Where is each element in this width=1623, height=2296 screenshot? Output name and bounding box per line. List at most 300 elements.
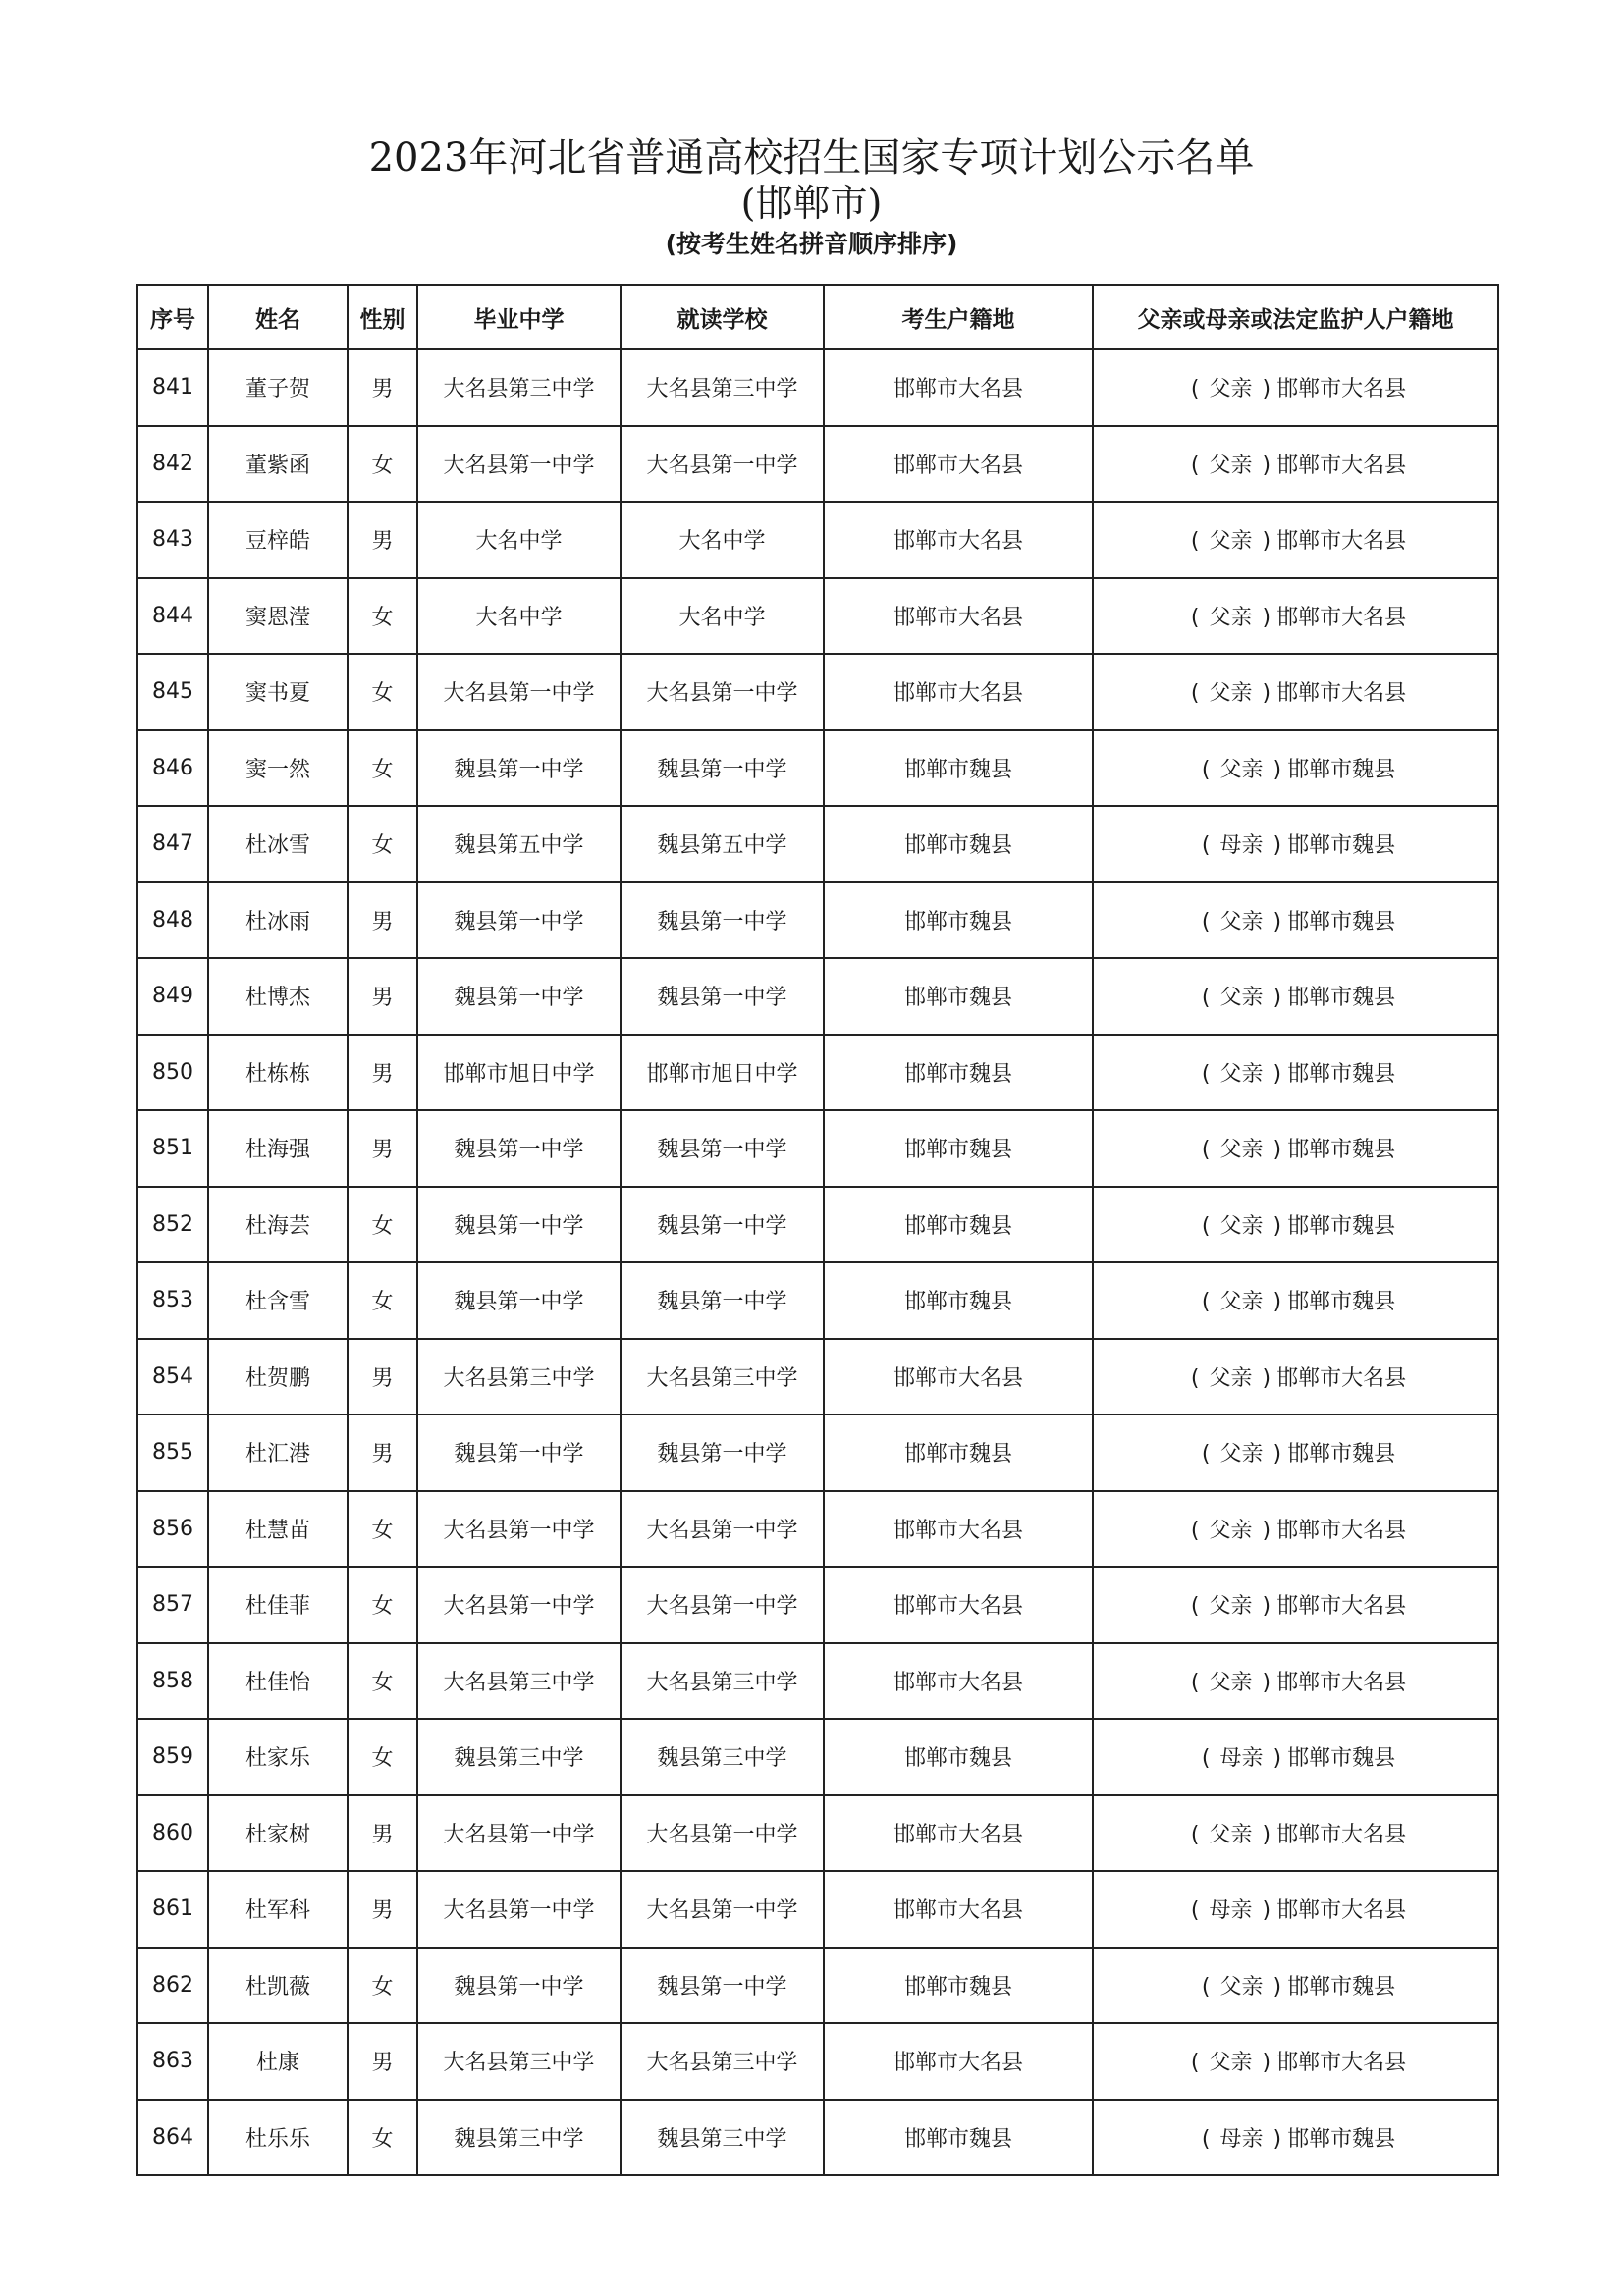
cell-gender: 女 [348,1491,417,1568]
guardian-hukou: 邯郸市大名县 [1276,1822,1407,1847]
table-row [137,730,1498,807]
cell-grad-school: 魏县第三中学 [417,2100,621,2176]
cell-guardian [1093,1643,1498,1720]
cell-name: 杜康 [208,2023,348,2100]
cell-guardian [1093,349,1498,426]
cell-study-school: 魏县第一中学 [621,882,824,959]
cell-study-school: 大名县第一中学 [621,426,824,503]
cell-name: 豆梓皓 [208,502,348,578]
guardian-relation: 父亲 [1209,681,1253,707]
cell-gender: 女 [348,426,417,503]
guardian-relation: 父亲 [1209,377,1253,402]
relation-paren-open: ( [1190,2051,1200,2076]
header-grad-school: 毕业中学 [417,285,621,349]
relation-paren-close: ) [1272,1746,1282,1772]
cell-guardian [1093,578,1498,655]
cell-study-school: 魏县第一中学 [621,958,824,1035]
relation-paren-close: ) [1262,377,1271,402]
cell-study-school: 大名中学 [621,502,824,578]
cell-name: 杜佳菲 [208,1567,348,1643]
cell-grad-school: 魏县第三中学 [417,1719,621,1795]
table-row [137,1567,1498,1643]
guardian-relation: 父亲 [1219,1442,1264,1468]
relation-paren-open: ( [1201,1061,1211,1087]
relation-paren-close: ) [1262,529,1271,555]
cell-gender: 男 [348,1795,417,1872]
cell-hukou: 邯郸市魏县 [824,2100,1093,2176]
guardian-hukou: 邯郸市魏县 [1287,833,1396,859]
cell-study-school: 魏县第三中学 [621,1719,824,1795]
table-row [137,1262,1498,1339]
cell-seq: 850 [137,1035,208,1111]
cell-hukou: 邯郸市大名县 [824,578,1093,655]
relation-paren-open: ( [1190,1898,1200,1924]
relation-paren-close: ) [1262,1594,1271,1620]
relation-paren-open: ( [1201,986,1211,1011]
table-row [137,349,1498,426]
relation-paren-open: ( [1201,909,1211,934]
cell-grad-school: 邯郸市旭日中学 [417,1035,621,1111]
cell-gender: 男 [348,1871,417,1948]
cell-gender: 男 [348,349,417,426]
cell-name: 杜慧苗 [208,1491,348,1568]
guardian-relation: 母亲 [1219,833,1264,859]
guardian-relation: 母亲 [1209,1898,1253,1924]
cell-gender: 女 [348,1948,417,2024]
cell-gender: 女 [348,578,417,655]
cell-grad-school: 大名县第一中学 [417,654,621,730]
cell-name: 杜军科 [208,1871,348,1948]
page-title: 2023年河北省普通高校招生国家专项计划公示名单 [368,135,1255,181]
relation-paren-close: ) [1262,1518,1271,1543]
relation-paren-open: ( [1190,605,1200,630]
table-row [137,958,1498,1035]
cell-seq: 859 [137,1719,208,1795]
header-gender: 性别 [348,285,417,349]
table-header-row [137,285,1498,349]
guardian-hukou: 邯郸市大名县 [1276,2051,1407,2076]
guardian-hukou: 邯郸市魏县 [1287,909,1396,934]
cell-grad-school: 大名中学 [417,578,621,655]
relation-paren-open: ( [1201,1746,1211,1772]
guardian-relation: 父亲 [1209,1518,1253,1543]
guardian-relation: 父亲 [1219,1213,1264,1239]
relation-paren-open: ( [1190,1822,1200,1847]
cell-study-school: 大名县第一中学 [621,1795,824,1872]
cell-grad-school: 魏县第一中学 [417,1110,621,1187]
cell-guardian [1093,1795,1498,1872]
table-row [137,882,1498,959]
cell-hukou: 邯郸市大名县 [824,1795,1093,1872]
guardian-relation: 父亲 [1219,1290,1264,1315]
guardian-relation: 父亲 [1219,1974,1264,2000]
guardian-relation: 父亲 [1209,529,1253,555]
guardian-hukou: 邯郸市魏县 [1287,1442,1396,1468]
cell-hukou: 邯郸市魏县 [824,958,1093,1035]
table-row [137,1035,1498,1111]
cell-gender: 男 [348,2023,417,2100]
table-row [137,426,1498,503]
cell-hukou: 邯郸市大名县 [824,1871,1093,1948]
cell-name: 杜汇港 [208,1415,348,1491]
cell-seq: 861 [137,1871,208,1948]
sort-note: (按考生姓名拼音顺序排序) [665,230,958,258]
guardian-hukou: 邯郸市魏县 [1287,1746,1396,1772]
header-seq: 序号 [137,285,208,349]
header-study-school: 就读学校 [621,285,824,349]
cell-seq: 849 [137,958,208,1035]
relation-paren-close: ) [1272,1290,1282,1315]
cell-gender: 男 [348,1339,417,1415]
cell-hukou: 邯郸市大名县 [824,1567,1093,1643]
relation-paren-open: ( [1201,833,1211,859]
cell-gender: 女 [348,1643,417,1720]
header-hukou: 考生户籍地 [824,285,1093,349]
table-row [137,1643,1498,1720]
cell-guardian [1093,1871,1498,1948]
cell-study-school: 魏县第五中学 [621,806,824,882]
cell-hukou: 邯郸市魏县 [824,730,1093,807]
guardian-hukou: 邯郸市魏县 [1287,2126,1396,2152]
cell-name: 杜博杰 [208,958,348,1035]
relation-paren-open: ( [1201,757,1211,782]
cell-gender: 女 [348,1567,417,1643]
cell-guardian [1093,806,1498,882]
cell-grad-school: 大名县第一中学 [417,426,621,503]
cell-guardian [1093,1719,1498,1795]
cell-grad-school: 大名中学 [417,502,621,578]
cell-hukou: 邯郸市魏县 [824,1262,1093,1339]
cell-name: 窦恩滢 [208,578,348,655]
cell-guardian [1093,958,1498,1035]
table-row [137,806,1498,882]
cell-hukou: 邯郸市大名县 [824,502,1093,578]
relation-paren-open: ( [1190,1670,1200,1695]
relation-paren-open: ( [1201,1442,1211,1468]
cell-study-school: 大名县第一中学 [621,1871,824,1948]
cell-name: 窦书夏 [208,654,348,730]
roster-body [137,349,1498,2175]
cell-study-school: 魏县第一中学 [621,1415,824,1491]
guardian-hukou: 邯郸市大名县 [1276,1898,1407,1924]
cell-grad-school: 魏县第一中学 [417,958,621,1035]
guardian-relation: 父亲 [1209,1594,1253,1620]
cell-study-school: 大名县第三中学 [621,1643,824,1720]
guardian-hukou: 邯郸市大名县 [1276,453,1407,478]
guardian-relation: 父亲 [1219,1138,1264,1163]
table-row [137,1339,1498,1415]
cell-study-school: 大名县第三中学 [621,2023,824,2100]
relation-paren-open: ( [1201,1138,1211,1163]
guardian-relation: 父亲 [1209,605,1253,630]
cell-gender: 女 [348,1719,417,1795]
table-row [137,654,1498,730]
cell-gender: 男 [348,502,417,578]
cell-study-school: 大名县第一中学 [621,1491,824,1568]
cell-gender: 男 [348,1035,417,1111]
relation-paren-close: ) [1262,2051,1271,2076]
guardian-hukou: 邯郸市魏县 [1287,757,1396,782]
cell-seq: 854 [137,1339,208,1415]
page-subtitle: (邯郸市) [740,182,883,225]
guardian-relation: 父亲 [1219,1061,1264,1087]
cell-study-school: 魏县第一中学 [621,730,824,807]
cell-hukou: 邯郸市魏县 [824,1948,1093,2024]
cell-gender: 男 [348,1110,417,1187]
cell-seq: 844 [137,578,208,655]
cell-hukou: 邯郸市魏县 [824,1187,1093,1263]
relation-paren-open: ( [1190,1365,1200,1391]
guardian-hukou: 邯郸市大名县 [1276,377,1407,402]
cell-guardian [1093,1491,1498,1568]
cell-gender: 女 [348,2100,417,2176]
cell-seq: 855 [137,1415,208,1491]
cell-name: 杜凯薇 [208,1948,348,2024]
cell-guardian [1093,1187,1498,1263]
cell-study-school: 魏县第一中学 [621,1948,824,2024]
guardian-relation: 父亲 [1209,453,1253,478]
guardian-relation: 父亲 [1219,909,1264,934]
cell-study-school: 魏县第三中学 [621,2100,824,2176]
cell-grad-school: 大名县第一中学 [417,1567,621,1643]
cell-seq: 860 [137,1795,208,1872]
cell-study-school: 大名县第三中学 [621,1339,824,1415]
relation-paren-open: ( [1190,377,1200,402]
guardian-hukou: 邯郸市魏县 [1287,1213,1396,1239]
cell-grad-school: 大名县第三中学 [417,349,621,426]
table-row [137,578,1498,655]
cell-gender: 女 [348,1187,417,1263]
cell-name: 窦一然 [208,730,348,807]
cell-study-school: 大名县第一中学 [621,654,824,730]
cell-grad-school: 魏县第一中学 [417,1262,621,1339]
cell-name: 杜贺鹏 [208,1339,348,1415]
cell-name: 杜家乐 [208,1719,348,1795]
table-row [137,1719,1498,1795]
relation-paren-open: ( [1190,681,1200,707]
cell-seq: 862 [137,1948,208,2024]
guardian-hukou: 邯郸市大名县 [1276,529,1407,555]
relation-paren-open: ( [1201,1290,1211,1315]
relation-paren-close: ) [1272,1974,1282,2000]
relation-paren-close: ) [1262,1670,1271,1695]
relation-paren-close: ) [1262,605,1271,630]
cell-name: 杜含雪 [208,1262,348,1339]
relation-paren-close: ) [1262,1898,1271,1924]
relation-paren-close: ) [1262,1365,1271,1391]
cell-gender: 女 [348,730,417,807]
cell-gender: 女 [348,1262,417,1339]
relation-paren-open: ( [1190,529,1200,555]
cell-name: 杜栋栋 [208,1035,348,1111]
cell-guardian [1093,502,1498,578]
cell-name: 杜冰雨 [208,882,348,959]
cell-hukou: 邯郸市大名县 [824,1339,1093,1415]
cell-study-school: 魏县第一中学 [621,1110,824,1187]
cell-hukou: 邯郸市大名县 [824,1643,1093,1720]
cell-name: 杜海强 [208,1110,348,1187]
header-name: 姓名 [208,285,348,349]
guardian-hukou: 邯郸市魏县 [1287,986,1396,1011]
guardian-relation: 父亲 [1219,757,1264,782]
relation-paren-close: ) [1272,1213,1282,1239]
cell-gender: 女 [348,806,417,882]
cell-seq: 846 [137,730,208,807]
cell-guardian [1093,2023,1498,2100]
relation-paren-close: ) [1272,757,1282,782]
guardian-relation: 母亲 [1219,1746,1264,1772]
cell-study-school: 邯郸市旭日中学 [621,1035,824,1111]
relation-paren-close: ) [1262,681,1271,707]
table-row [137,1491,1498,1568]
guardian-hukou: 邯郸市大名县 [1276,1670,1407,1695]
guardian-hukou: 邯郸市大名县 [1276,1365,1407,1391]
cell-hukou: 邯郸市魏县 [824,1719,1093,1795]
cell-hukou: 邯郸市大名县 [824,426,1093,503]
cell-seq: 842 [137,426,208,503]
relation-paren-close: ) [1272,909,1282,934]
cell-gender: 男 [348,958,417,1035]
relation-paren-open: ( [1201,1213,1211,1239]
cell-seq: 863 [137,2023,208,2100]
cell-name: 杜海芸 [208,1187,348,1263]
cell-grad-school: 魏县第一中学 [417,1187,621,1263]
cell-guardian [1093,882,1498,959]
cell-hukou: 邯郸市魏县 [824,1110,1093,1187]
cell-seq: 864 [137,2100,208,2176]
table-row [137,2023,1498,2100]
cell-hukou: 邯郸市大名县 [824,2023,1093,2100]
guardian-relation: 父亲 [1209,1365,1253,1391]
cell-grad-school: 大名县第一中学 [417,1871,621,1948]
cell-seq: 853 [137,1262,208,1339]
cell-seq: 845 [137,654,208,730]
cell-guardian [1093,1110,1498,1187]
table-row [137,502,1498,578]
cell-gender: 女 [348,654,417,730]
cell-seq: 852 [137,1187,208,1263]
guardian-hukou: 邯郸市大名县 [1276,681,1407,707]
cell-gender: 男 [348,1415,417,1491]
cell-grad-school: 魏县第一中学 [417,882,621,959]
cell-grad-school: 大名县第一中学 [417,1795,621,1872]
guardian-hukou: 邯郸市魏县 [1287,1974,1396,2000]
cell-seq: 843 [137,502,208,578]
cell-grad-school: 大名县第一中学 [417,1491,621,1568]
cell-hukou: 邯郸市魏县 [824,1035,1093,1111]
table-row [137,1415,1498,1491]
cell-study-school: 大名县第一中学 [621,1567,824,1643]
guardian-relation: 父亲 [1219,986,1264,1011]
cell-name: 董紫函 [208,426,348,503]
cell-grad-school: 魏县第一中学 [417,730,621,807]
table-row [137,1795,1498,1872]
cell-seq: 841 [137,349,208,426]
cell-seq: 851 [137,1110,208,1187]
cell-hukou: 邯郸市大名县 [824,654,1093,730]
cell-grad-school: 大名县第三中学 [417,1339,621,1415]
cell-gender: 男 [348,882,417,959]
guardian-relation: 父亲 [1209,1670,1253,1695]
table-row [137,1871,1498,1948]
guardian-hukou: 邯郸市大名县 [1276,605,1407,630]
relation-paren-open: ( [1190,1594,1200,1620]
relation-paren-open: ( [1190,1518,1200,1543]
cell-seq: 847 [137,806,208,882]
relation-paren-close: ) [1272,1442,1282,1468]
guardian-hukou: 邯郸市魏县 [1287,1138,1396,1163]
cell-study-school: 魏县第一中学 [621,1187,824,1263]
cell-name: 杜冰雪 [208,806,348,882]
cell-hukou: 邯郸市魏县 [824,806,1093,882]
cell-seq: 858 [137,1643,208,1720]
guardian-relation: 父亲 [1209,2051,1253,2076]
relation-paren-open: ( [1201,1974,1211,2000]
guardian-relation: 母亲 [1219,2126,1264,2152]
table-row [137,2100,1498,2176]
cell-guardian [1093,1339,1498,1415]
guardian-hukou: 邯郸市大名县 [1276,1594,1407,1620]
cell-hukou: 邯郸市魏县 [824,1415,1093,1491]
guardian-hukou: 邯郸市魏县 [1287,1061,1396,1087]
cell-name: 杜佳怡 [208,1643,348,1720]
cell-grad-school: 魏县第一中学 [417,1948,621,2024]
relation-paren-close: ) [1262,1822,1271,1847]
relation-paren-close: ) [1272,1061,1282,1087]
cell-seq: 856 [137,1491,208,1568]
header-guardian-hukou: 父亲或母亲或法定监护人户籍地 [1093,285,1498,349]
cell-grad-school: 大名县第三中学 [417,1643,621,1720]
table-row [137,1948,1498,2024]
relation-paren-close: ) [1272,833,1282,859]
relation-paren-open: ( [1201,2126,1211,2152]
cell-grad-school: 魏县第五中学 [417,806,621,882]
cell-hukou: 邯郸市大名县 [824,349,1093,426]
guardian-hukou: 邯郸市大名县 [1276,1518,1407,1543]
cell-name: 杜家树 [208,1795,348,1872]
cell-guardian [1093,426,1498,503]
cell-study-school: 魏县第一中学 [621,1262,824,1339]
cell-guardian [1093,1567,1498,1643]
cell-hukou: 邯郸市大名县 [824,1491,1093,1568]
cell-guardian [1093,1262,1498,1339]
relation-paren-close: ) [1262,453,1271,478]
table-row [137,1187,1498,1263]
relation-paren-close: ) [1272,2126,1282,2152]
cell-study-school: 大名中学 [621,578,824,655]
cell-guardian [1093,1415,1498,1491]
relation-paren-close: ) [1272,986,1282,1011]
relation-paren-close: ) [1272,1138,1282,1163]
cell-guardian [1093,730,1498,807]
relation-paren-open: ( [1190,453,1200,478]
cell-seq: 857 [137,1567,208,1643]
cell-guardian [1093,2100,1498,2176]
cell-guardian [1093,1948,1498,2024]
cell-name: 董子贺 [208,349,348,426]
cell-name: 杜乐乐 [208,2100,348,2176]
cell-grad-school: 魏县第一中学 [417,1415,621,1491]
cell-guardian [1093,1035,1498,1111]
cell-hukou: 邯郸市魏县 [824,882,1093,959]
roster-table [136,284,1499,2176]
guardian-hukou: 邯郸市魏县 [1287,1290,1396,1315]
cell-grad-school: 大名县第三中学 [417,2023,621,2100]
cell-study-school: 大名县第三中学 [621,349,824,426]
cell-seq: 848 [137,882,208,959]
guardian-relation: 父亲 [1209,1822,1253,1847]
table-row [137,1110,1498,1187]
